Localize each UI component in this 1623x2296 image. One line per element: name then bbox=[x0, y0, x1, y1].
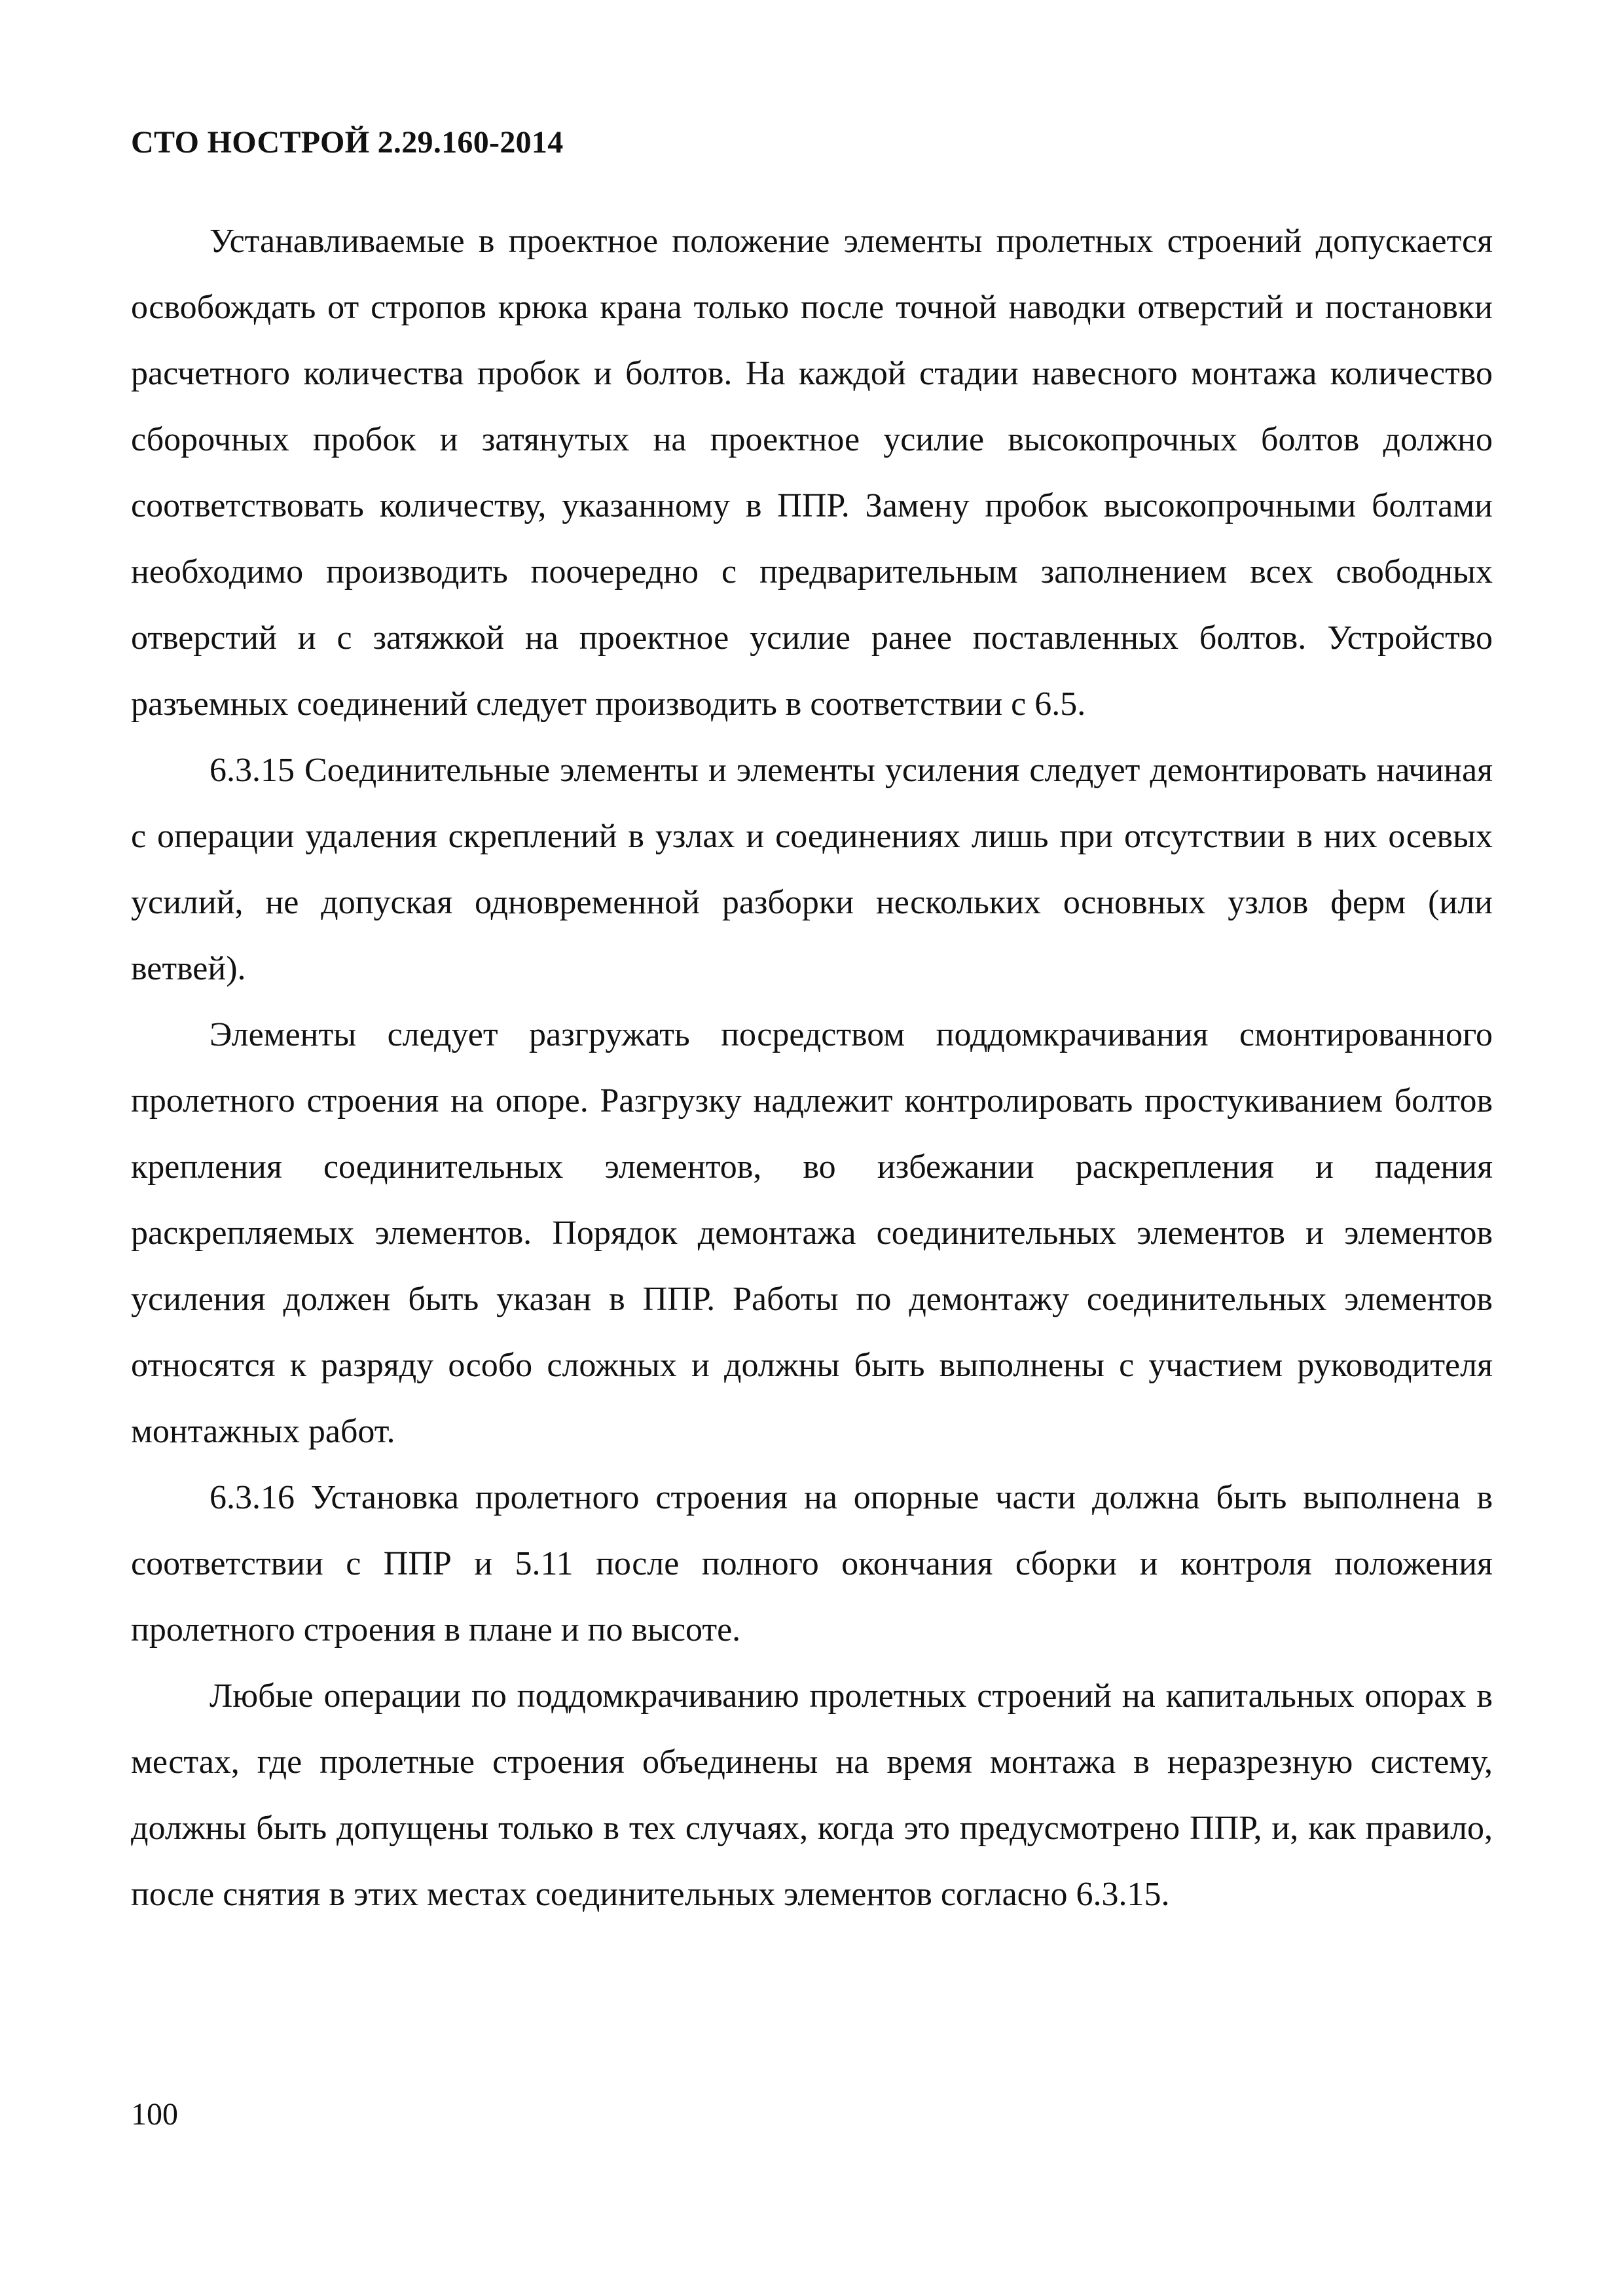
paragraph-6-3-16: 6.3.16 Установка пролетного строения на опорные части должна быть выполнена в соответствии с ППР и 5.11 после полного окончания сборки и контроля положения пролетного строения в плане и по высоте. bbox=[131, 1479, 1493, 1649]
paragraph-6-3-15: 6.3.15 Соединительные элементы и элементы усиления следует демонтировать начиная с операции удаления скреплений в узлах и соединениях лишь при отсутствии в них осевых усилий, не допуская одновременной разборки нескольких основных узлов ферм (или ветвей). bbox=[131, 752, 1493, 987]
page-number: 100 bbox=[131, 2097, 178, 2132]
document-header: СТО НОСТРОЙ 2.29.160-2014 bbox=[131, 125, 564, 160]
paragraph-unloading: Элементы следует разгружать посредством поддомкрачивания смонтированного пролетного строения на опоре. Разгрузку надлежит контролировать простукиванием болтов крепления соединительных элементов, во избежании раскрепления и падения раскрепляемых элементов. Порядок демонтажа соединительных элементов и элементов усиления должен быть указан в ППР. Работы по демонтажу соединительных элементов относятся к разряду особо сложных и должны быть выполнены с участием руководителя монтажных работ. bbox=[131, 1016, 1493, 1450]
body-text bbox=[131, 208, 1493, 1927]
paragraph-jacking: Любые операции по поддомкрачиванию пролетных строений на капитальных опорах в местах, где пролетные строения объединены на время монтажа в неразрезную систему, должны быть допущены только в тех случаях, когда это предусмотрено ППР, и, как правило, после снятия в этих местах соединительных элементов согласно 6.3.15. bbox=[131, 1677, 1493, 1913]
paragraph-mounting-release: Устанавливаемые в проектное положение элементы пролетных строений допускается освобождать от стропов крюка крана только после точной наводки отверстий и постановки расчетного количества пробок и болтов. На каждой стадии навесного монтажа количество сборочных пробок и затянутых на проектное усилие высокопрочных болтов должно соответствовать количеству, указанному в ППР. Замену пробок высокопрочными болтами необходимо производить поочередно с предварительным заполнением всех свободных отверстий и с затяжкой на проектное усилие ранее поставленных болтов. Устройство разъемных соединений следует производить в соответствии с 6.5. bbox=[131, 223, 1493, 723]
